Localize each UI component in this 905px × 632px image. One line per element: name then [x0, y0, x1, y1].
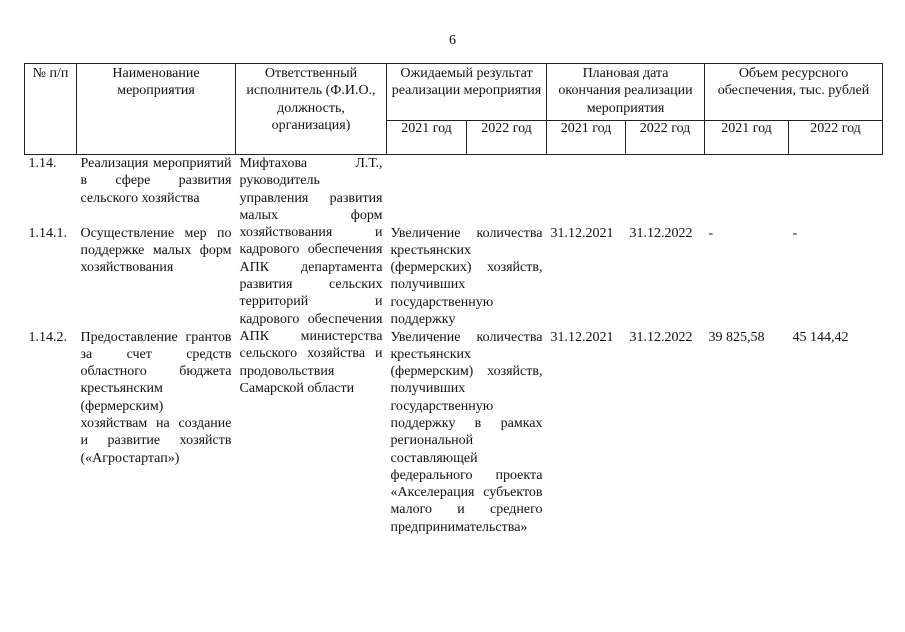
row-date-2021: 31.12.2021 — [550, 329, 614, 345]
header-resources: Объем ресурсного обеспечения, тыс. рублей — [705, 64, 883, 121]
row-responsible: Мифтахова Л.Т., руководитель управления развития малых форм хозяйствования и кадрового обеспечения АПК департамента развития сельских территорий и кадрового обеспечения АПК министерства сельского хозяйства и продовольствия Самарской области — [239, 156, 383, 396]
page-number: 6 — [449, 33, 456, 48]
table-row — [25, 155, 883, 225]
row-date-2022 — [626, 155, 705, 225]
row-money-2022 — [789, 155, 883, 225]
header-name: Наименование мероприятия — [77, 64, 236, 155]
row-num: 1.14. — [28, 156, 57, 171]
row-money-2021: 39 825,58 — [708, 329, 765, 345]
row-name: Осуществление мер по поддержке малых форм хозяйствования — [80, 225, 232, 276]
header-num: № п/п — [25, 64, 77, 155]
header-date-2022: 2022 год — [626, 121, 705, 155]
row-name: Реализация мероприятий в сфере развития сельского хозяйства — [80, 156, 232, 206]
header-money-2021: 2021 год — [705, 121, 789, 155]
row-money-2022: 45 144,42 — [792, 329, 849, 345]
table-row — [25, 225, 883, 329]
header-result-2022: 2022 год — [467, 121, 547, 155]
header-money-2022: 2022 год — [789, 121, 883, 155]
row-name: Предоставление грантов за счет средств областного бюджета крестьянским (фермерским) хозяйствам на создание и развитие хозяйств («Агростартап») — [80, 329, 232, 466]
header-responsible: Ответственный исполнитель (Ф.И.О., должность, организация) — [236, 64, 387, 155]
table-row — [25, 329, 883, 537]
row-result — [387, 155, 547, 225]
header-expected-result: Ожидаемый результат реализации мероприятия — [387, 64, 547, 121]
row-money-2021 — [705, 155, 789, 225]
row-money-2021: - — [708, 225, 714, 241]
row-num: 1.14.1. — [28, 225, 67, 241]
row-money-2022: - — [792, 225, 798, 241]
row-num: 1.14.2. — [28, 329, 67, 345]
row-date-2021: 31.12.2021 — [550, 225, 614, 241]
row-date-2021 — [547, 155, 626, 225]
row-date-2022: 31.12.2022 — [629, 225, 693, 241]
header-planned-date: Плановая дата окончания реализации мероприятия — [547, 64, 705, 121]
row-date-2022: 31.12.2022 — [629, 329, 693, 345]
activities-table — [24, 63, 883, 536]
header-result-2021: 2021 год — [387, 121, 467, 155]
row-result: Увеличение количества крестьянских (фермерских) хозяйств, получивших государственную поддержку — [390, 225, 543, 327]
row-result: Увеличение количества крестьянских (фермерским) хозяйств, получивших государственную поддержку в рамках региональной составляющей федерального проекта «Акселерация субъектов малого и среднего предпринимательства» — [390, 329, 543, 535]
header-date-2021: 2021 год — [547, 121, 626, 155]
